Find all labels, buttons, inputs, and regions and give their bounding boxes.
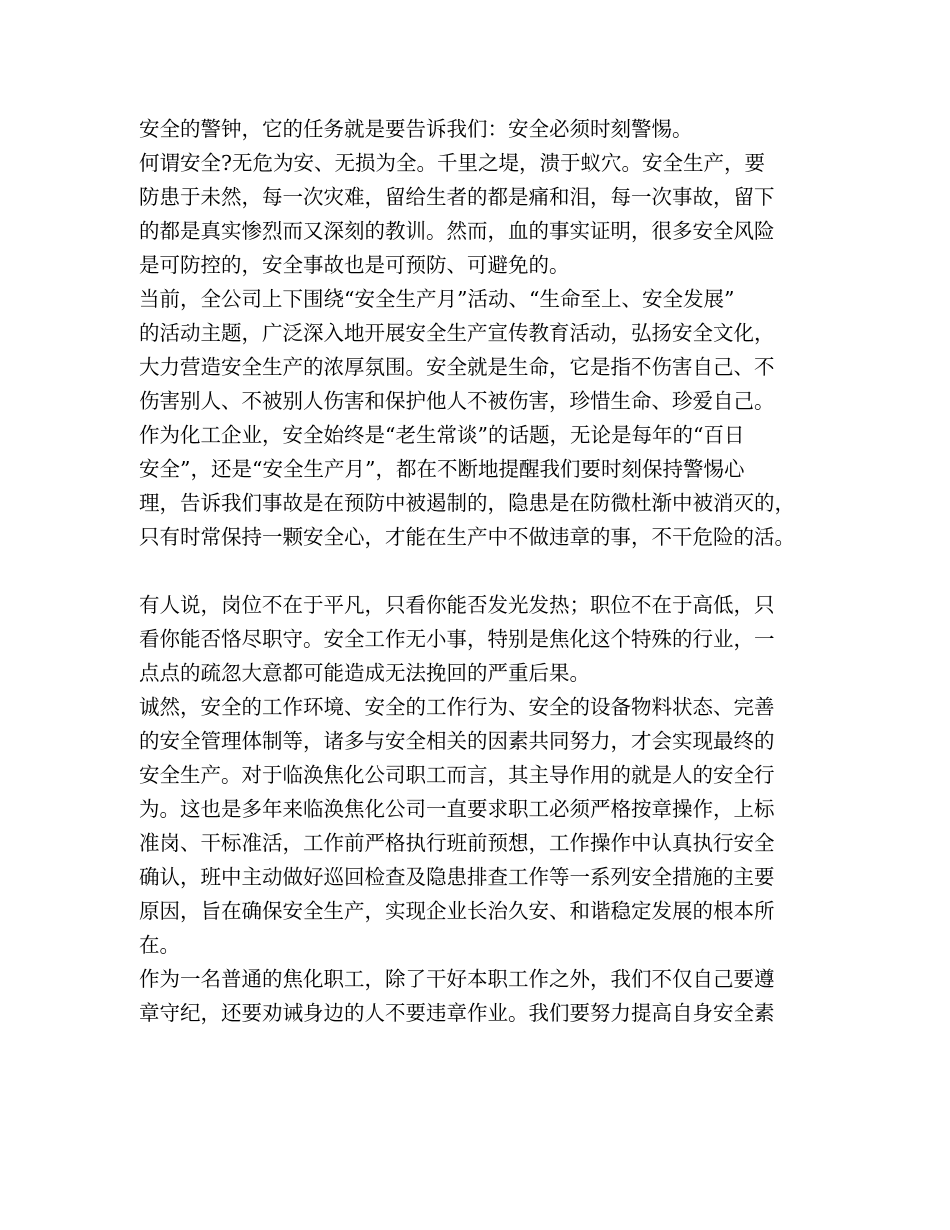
- text-line: 看你能否恪尽职守。安全工作无小事，特别是焦化这个特殊的行业，一: [139, 627, 775, 651]
- text-line: 的活动主题，广泛深入地开展安全生产宣传教育活动，弘扬安全文化，: [139, 321, 775, 345]
- text-line: 确认，班中主动做好巡回检查及隐患排查工作等一系列安全措施的主要: [139, 865, 775, 889]
- text-line: 防患于未然，每一次灾难，留给生者的都是痛和泪，每一次事故，留下: [139, 185, 775, 209]
- paragraph-gap: [139, 554, 839, 588]
- text-line: 诚然，安全的工作环境、安全的工作行为、安全的设备物料状态、完善: [139, 695, 775, 719]
- text-line: 理，告诉我们事故是在预防中被遏制的，隐患是在防微杜渐中被消灭的，: [139, 491, 795, 515]
- text-line: 章守纪，还要劝诫身边的人不要违章作业。我们要努力提高自身安全素: [139, 1001, 775, 1025]
- text-line: 原因，旨在确保安全生产，实现企业长治久安、和谐稳定发展的根本所: [139, 899, 775, 923]
- text-line: 是可防控的，安全事故也是可预防、可避免的。: [139, 253, 570, 277]
- document-body: [139, 112, 839, 1030]
- text-line: 安全”，还是“安全生产月”，都在不断地提醒我们要时刻保持警惕心: [139, 457, 745, 481]
- text-line: 安全的警钟，它的任务就是要告诉我们：安全必须时刻警惕。: [139, 117, 693, 141]
- text-line: 只有时常保持一颗安全心，才能在生产中不做违章的事，不干危险的活。: [139, 525, 795, 549]
- text-line: 作为化工企业，安全始终是“老生常谈”的话题，无论是每年的“百日: [139, 423, 745, 447]
- text-line: 当前，全公司上下围绕“安全生产月”活动、“生命至上、安全发展”: [139, 287, 735, 311]
- text-line: 有人说，岗位不在于平凡，只看你能否发光发热；职位不在于高低，只: [139, 593, 775, 617]
- text-line: 何谓安全?无危为安、无损为全。千里之堤，溃于蚁穴。安全生产，要: [139, 151, 765, 175]
- text-line: 在。: [139, 933, 180, 957]
- text-line: 的都是真实惨烈而又深刻的教训。然而，血的事实证明，很多安全风险: [139, 219, 775, 243]
- text-line: 为。这也是多年来临涣焦化公司一直要求职工必须严格按章操作，上标: [139, 797, 775, 821]
- text-line: 大力营造安全生产的浓厚氛围。安全就是生命，它是指不伤害自己、不: [139, 355, 775, 379]
- text-line: 准岗、干标准活，工作前严格执行班前预想，工作操作中认真执行安全: [139, 831, 775, 855]
- text-line: 作为一名普通的焦化职工，除了干好本职工作之外，我们不仅自己要遵: [139, 967, 775, 991]
- text-line: 点点的疏忽大意都可能造成无法挽回的严重后果。: [139, 661, 590, 685]
- text-line: 的安全管理体制等，诸多与安全相关的因素共同努力，才会实现最终的: [139, 729, 775, 753]
- text-line: 伤害别人、不被别人伤害和保护他人不被伤害，珍惜生命、珍爱自己。: [139, 389, 775, 413]
- text-line: 安全生产。对于临涣焦化公司职工而言，其主导作用的就是人的安全行: [139, 763, 775, 787]
